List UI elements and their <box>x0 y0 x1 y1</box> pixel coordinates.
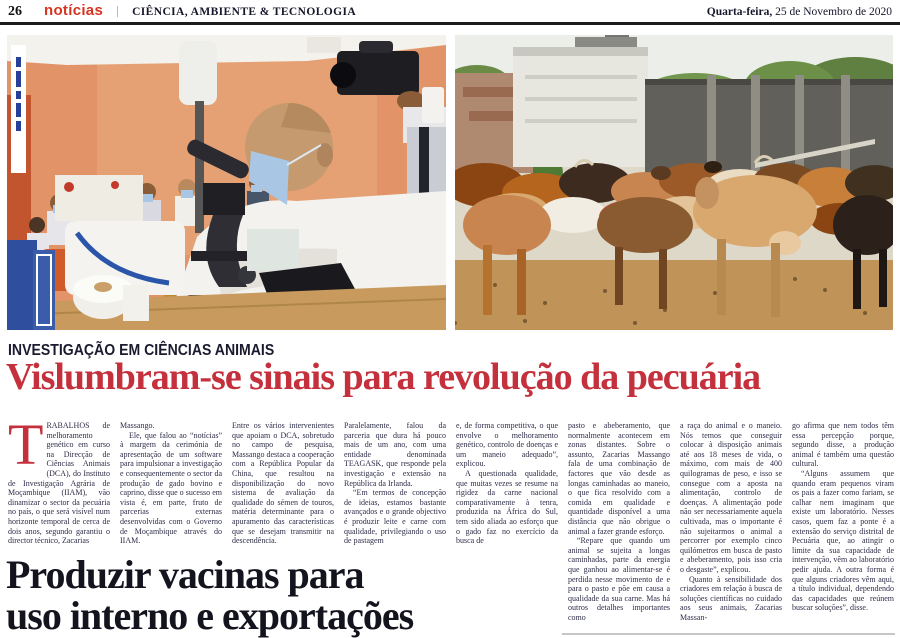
column-text: “Alguns assumem que quando eram pequenos viram os pais a fazer como fariam, se calhar nem imaginam que existe um laboratório. Nesses casos, quem faz a ponte é a extensão do serviço distrital de Pecuária que, ao atingir o limite da sua capacidade de intervenção, vêm ao laboratório pedir ajuda. A outra forma é que alguns criadores vêm aqui, a título individual, dependendo das capacidades que reúnem buscar soluções”, disse. <box>792 468 894 613</box>
body-column-4 <box>344 421 446 556</box>
column-text: “Repare que quando um animal se sujeita a longas caminhadas, parte da energia que ganhou ao alimentar-se é perdida nesse movimento de e para o pasto e põe em causa a qualidade da sua carne. Mas há outros detalhes importantes como <box>568 536 670 622</box>
column-text: Ele, que falou ao “notícias” à margem da cerimónia de apresentação de um software para impulsionar a investigação e consequentemente o sector da produção de gado bovino e caprino, disse que o sucesso em vista é, em parte, fruto de parcerias externas desenvolvidas com o Governo de Moçambique através do IIAM. <box>120 430 222 546</box>
column-text: Massango. <box>120 421 155 430</box>
column-text: RABALHOS de melhoramento genético em curso na Direcção de Ciências Animais (DCA), do Instituto de Investigação Agrária de Moçambique (IIAM), vão dinamizar o sector da pecuária no país, o que será visível num horizonte temporal de cerca de dois anos, segundo garantiu o director técnico, Zacarias <box>8 421 110 546</box>
body-column-8 <box>792 421 894 638</box>
photo-cattle <box>455 35 893 330</box>
photo-lab <box>7 35 446 330</box>
column-text: pasto e abeberamento, que normalmente acontecem em zonas distantes. Sobre o assunto, Zacarias Massango fala de uma combinação de factores que vão desde as longas caminhadas ao maneio, o que fica resolvido com a comida em qualidade e quantidade disponível a uma distância que não obrigue o animal a fazer grande esforço. <box>568 421 670 536</box>
article-kicker: INVESTIGAÇÃO EM CIÊNCIAS ANIMAIS <box>8 342 275 359</box>
edition-date <box>707 6 892 18</box>
column-text: “Em termos de concepção de ideias, estamos bastante avançados e o grande objectivo é produzir leite e carne com qualidade, privilegiando o uso de pastagem <box>344 488 446 546</box>
body-column-3 <box>232 421 334 556</box>
next-section-rule <box>562 633 895 635</box>
body-column-2 <box>120 421 222 556</box>
body-column-1 <box>8 421 110 556</box>
page-header <box>0 0 900 22</box>
header-divider <box>117 6 118 17</box>
header-rule <box>0 22 900 25</box>
column-text: go afirma que nem todos têm essa percepção porque, segundo disse, a produção animal é também uma questão cultural. <box>792 421 894 469</box>
column-text: A questionada qualidade, que muitas vezes se resume na rigidez da carne nacional comparativamente à tenra, produzida na África do Sul, tem sido aliada ao esforço que o gado faz no exercício da busca de <box>456 468 558 546</box>
column-text: a raça do animal e o maneio. Nós temos que conseguir colocar à disposição animais até aos 18 meses de vida, o máximo, com mais de 400 quilogramas de peso, e isso se consegue com a aposta na alimentação, controlo de doenças. A alimentação pode não ser necessariamente aquela cultivada, mas o importante é não sujeitarmos o animal a percorrer por exemplo cinco quilómetros em busca de pasto e abeberamento, pois isso cria o desgaste”, explicou. <box>680 421 782 574</box>
column-text: Entre os vários intervenientes que apoiam o DCA, sobretudo no campo de pesquisa, Massango destaca a cooperação com a República Popular da China, que resultou na disponibilização do novo sistema de avaliação da qualidade do sémen de touros, matéria determinante para o apuramento das características que se desejam transmitir na descendência. <box>232 421 334 546</box>
column-text: Quanto à sensibilidade dos criadores em relação à busca de soluções científicas no cuidado aos seus animais, Zacarias Massan- <box>680 574 782 622</box>
masthead-logo: notícias <box>44 2 104 19</box>
edition-date-day: Quarta-feira, <box>706 6 773 18</box>
body-column-6 <box>568 421 670 638</box>
column-text: e, de forma competitiva, o que envolve o melhoramento genético, controlo de doenças e um maneio adequado”, explicou. <box>456 421 558 469</box>
article-subheadline <box>6 554 413 636</box>
subheadline-line1: Produzir vacinas para <box>6 552 364 597</box>
photo-credit-strip <box>11 45 26 173</box>
column-text: Paralelamente, falou da parceria que dura há pouco mais de um ano, com uma entidade denominada TEAGASK, que responde pela investigação e extensão na República da Irlanda. <box>344 421 446 488</box>
subheadline-line2: uso interno e exportações <box>6 593 414 638</box>
section-title: CIÊNCIA, AMBIENTE & TECNOLOGIA <box>132 6 357 18</box>
photo-lab-illustration <box>7 35 446 330</box>
body-column-7 <box>680 421 782 638</box>
body-column-5 <box>456 421 558 556</box>
article-headline: Vislumbram-se sinais para revolução da pecuária <box>6 356 761 398</box>
photo-cattle-illustration <box>455 35 893 330</box>
drop-cap: T <box>8 421 44 477</box>
edition-date-rest: 25 de Novembro de 2020 <box>772 6 892 18</box>
page-number: 26 <box>8 4 22 19</box>
